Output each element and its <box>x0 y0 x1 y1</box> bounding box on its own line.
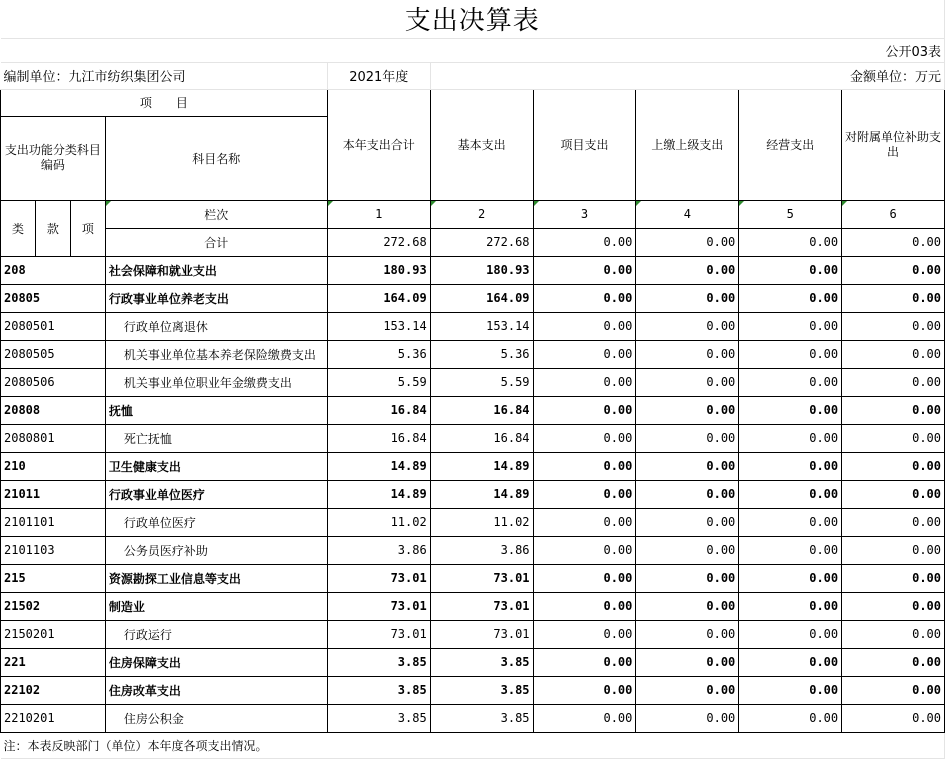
header-col-2: 基本支出 <box>430 89 533 200</box>
row-value: 0.00 <box>842 284 945 312</box>
row-value: 0.00 <box>842 648 945 676</box>
row-value: 0.00 <box>533 312 636 340</box>
row-value: 0.00 <box>636 648 739 676</box>
row-name: 机关事业单位基本养老保险缴费支出 <box>105 340 327 368</box>
row-value: 0.00 <box>739 704 842 732</box>
row-value: 164.09 <box>430 284 533 312</box>
row-value: 0.00 <box>739 480 842 508</box>
table-row <box>1 592 945 620</box>
col-number: 5 <box>739 200 842 228</box>
row-value: 16.84 <box>327 396 430 424</box>
row-value: 73.01 <box>430 620 533 648</box>
table-row <box>1 648 945 676</box>
col-number: 3 <box>533 200 636 228</box>
row-value: 0.00 <box>533 424 636 452</box>
total-value: 0.00 <box>636 228 739 256</box>
row-value: 0.00 <box>842 676 945 704</box>
total-value: 0.00 <box>533 228 636 256</box>
row-value: 0.00 <box>739 452 842 480</box>
row-value: 0.00 <box>533 592 636 620</box>
row-value: 0.00 <box>739 536 842 564</box>
row-name: 行政事业单位养老支出 <box>105 284 327 312</box>
row-code: 21502 <box>1 592 106 620</box>
table-row <box>1 340 945 368</box>
total-label: 合计 <box>105 228 327 256</box>
table-row <box>1 396 945 424</box>
row-value: 14.89 <box>327 480 430 508</box>
row-value: 0.00 <box>533 340 636 368</box>
row-value: 0.00 <box>636 536 739 564</box>
row-name: 住房公积金 <box>105 704 327 732</box>
row-value: 0.00 <box>533 536 636 564</box>
row-value: 5.36 <box>327 340 430 368</box>
table-row <box>1 536 945 564</box>
row-value: 16.84 <box>430 424 533 452</box>
row-value: 11.02 <box>430 508 533 536</box>
row-value: 0.00 <box>739 256 842 284</box>
row-value: 14.89 <box>327 452 430 480</box>
header-project: 项 目 <box>1 89 328 116</box>
row-code: 20805 <box>1 284 106 312</box>
row-value: 0.00 <box>636 620 739 648</box>
year-label: 2021年度 <box>327 62 430 89</box>
row-value: 153.14 <box>327 312 430 340</box>
header-col-6: 对附属单位补助支出 <box>842 89 945 200</box>
row-value: 0.00 <box>533 564 636 592</box>
row-value: 0.00 <box>636 284 739 312</box>
header-xiang: 项 <box>70 200 105 256</box>
row-value: 0.00 <box>739 312 842 340</box>
row-value: 73.01 <box>327 592 430 620</box>
row-code: 221 <box>1 648 106 676</box>
row-value: 73.01 <box>327 564 430 592</box>
row-value: 16.84 <box>430 396 533 424</box>
row-value: 0.00 <box>842 396 945 424</box>
row-value: 0.00 <box>842 620 945 648</box>
row-value: 0.00 <box>739 676 842 704</box>
row-value: 0.00 <box>533 704 636 732</box>
page-title: 支出决算表 <box>1 0 945 38</box>
row-value: 180.93 <box>430 256 533 284</box>
row-value: 0.00 <box>636 592 739 620</box>
row-code: 208 <box>1 256 106 284</box>
row-value: 14.89 <box>430 480 533 508</box>
unit-label: 编制单位：九江市纺织集团公司 <box>1 62 328 89</box>
row-name: 行政运行 <box>105 620 327 648</box>
row-value: 3.86 <box>430 536 533 564</box>
row-value: 3.86 <box>327 536 430 564</box>
row-value: 0.00 <box>533 284 636 312</box>
row-name: 社会保障和就业支出 <box>105 256 327 284</box>
row-value: 0.00 <box>842 424 945 452</box>
row-value: 73.01 <box>430 564 533 592</box>
row-value: 0.00 <box>842 368 945 396</box>
row-value: 0.00 <box>842 536 945 564</box>
form-number: 公开03表 <box>1 38 945 62</box>
header-kuan: 款 <box>35 200 70 256</box>
total-value: 0.00 <box>739 228 842 256</box>
row-value: 0.00 <box>636 424 739 452</box>
row-value: 0.00 <box>636 676 739 704</box>
header-subject-name: 科目名称 <box>105 116 327 200</box>
row-value: 0.00 <box>636 452 739 480</box>
row-name: 机关事业单位职业年金缴费支出 <box>105 368 327 396</box>
header-col-4: 上缴上级支出 <box>636 89 739 200</box>
row-code: 2101103 <box>1 536 106 564</box>
row-value: 5.36 <box>430 340 533 368</box>
table-row <box>1 424 945 452</box>
row-value: 0.00 <box>842 340 945 368</box>
row-value: 0.00 <box>842 312 945 340</box>
row-value: 0.00 <box>636 508 739 536</box>
row-code: 2080501 <box>1 312 106 340</box>
row-value: 0.00 <box>842 508 945 536</box>
row-value: 0.00 <box>533 480 636 508</box>
row-value: 0.00 <box>739 340 842 368</box>
row-value: 14.89 <box>430 452 533 480</box>
row-value: 0.00 <box>739 564 842 592</box>
row-value: 164.09 <box>327 284 430 312</box>
total-value: 272.68 <box>327 228 430 256</box>
row-value: 0.00 <box>739 620 842 648</box>
row-value: 3.85 <box>430 704 533 732</box>
row-name: 行政事业单位医疗 <box>105 480 327 508</box>
row-value: 0.00 <box>739 284 842 312</box>
table-row <box>1 480 945 508</box>
row-value: 5.59 <box>430 368 533 396</box>
table-row <box>1 256 945 284</box>
col-number: 1 <box>327 200 430 228</box>
row-value: 0.00 <box>533 396 636 424</box>
row-value: 0.00 <box>533 256 636 284</box>
row-value: 3.85 <box>430 648 533 676</box>
row-name: 住房保障支出 <box>105 648 327 676</box>
row-name: 行政单位医疗 <box>105 508 327 536</box>
row-value: 0.00 <box>842 592 945 620</box>
row-value: 0.00 <box>842 564 945 592</box>
row-value: 0.00 <box>533 508 636 536</box>
row-value: 0.00 <box>636 312 739 340</box>
row-value: 5.59 <box>327 368 430 396</box>
row-code: 2080505 <box>1 340 106 368</box>
header-lanci: 栏次 <box>105 200 327 228</box>
row-value: 0.00 <box>636 704 739 732</box>
row-value: 0.00 <box>739 648 842 676</box>
row-value: 73.01 <box>430 592 533 620</box>
row-value: 3.85 <box>327 648 430 676</box>
row-name: 死亡抚恤 <box>105 424 327 452</box>
header-col-1: 本年支出合计 <box>327 89 430 200</box>
row-code: 21011 <box>1 480 106 508</box>
row-value: 3.85 <box>327 704 430 732</box>
row-value: 0.00 <box>533 648 636 676</box>
footnote: 注：本表反映部门（单位）本年度各项支出情况。 <box>1 732 945 758</box>
row-value: 11.02 <box>327 508 430 536</box>
table-row <box>1 508 945 536</box>
amount-unit: 金额单位：万元 <box>430 62 944 89</box>
row-code: 2150201 <box>1 620 106 648</box>
table-row <box>1 620 945 648</box>
row-value: 0.00 <box>636 368 739 396</box>
row-value: 153.14 <box>430 312 533 340</box>
total-value: 0.00 <box>842 228 945 256</box>
row-value: 0.00 <box>739 592 842 620</box>
row-value: 0.00 <box>636 256 739 284</box>
row-value: 0.00 <box>739 368 842 396</box>
row-code: 2080801 <box>1 424 106 452</box>
col-number: 6 <box>842 200 945 228</box>
row-name: 行政单位离退休 <box>105 312 327 340</box>
table-row <box>1 676 945 704</box>
row-value: 0.00 <box>739 508 842 536</box>
header-col-5: 经营支出 <box>739 89 842 200</box>
total-value: 272.68 <box>430 228 533 256</box>
table-row <box>1 452 945 480</box>
row-code: 2210201 <box>1 704 106 732</box>
row-code: 2101101 <box>1 508 106 536</box>
table-row <box>1 704 945 732</box>
row-value: 0.00 <box>739 396 842 424</box>
header-lei: 类 <box>1 200 36 256</box>
row-code: 2080506 <box>1 368 106 396</box>
row-value: 0.00 <box>533 620 636 648</box>
row-code: 22102 <box>1 676 106 704</box>
row-code: 210 <box>1 452 106 480</box>
row-value: 0.00 <box>636 564 739 592</box>
row-value: 3.85 <box>430 676 533 704</box>
table-row <box>1 312 945 340</box>
table-row <box>1 368 945 396</box>
row-value: 73.01 <box>327 620 430 648</box>
header-col-3: 项目支出 <box>533 89 636 200</box>
row-value: 0.00 <box>842 256 945 284</box>
row-value: 0.00 <box>533 368 636 396</box>
table-row <box>1 564 945 592</box>
row-value: 3.85 <box>327 676 430 704</box>
row-value: 0.00 <box>636 340 739 368</box>
row-value: 0.00 <box>636 480 739 508</box>
row-name: 公务员医疗补助 <box>105 536 327 564</box>
col-number: 2 <box>430 200 533 228</box>
row-value: 0.00 <box>842 452 945 480</box>
row-value: 0.00 <box>842 480 945 508</box>
row-name: 住房改革支出 <box>105 676 327 704</box>
row-value: 16.84 <box>327 424 430 452</box>
row-name: 卫生健康支出 <box>105 452 327 480</box>
header-func-code: 支出功能分类科目编码 <box>1 116 106 200</box>
row-value: 0.00 <box>533 676 636 704</box>
row-value: 0.00 <box>533 452 636 480</box>
row-code: 20808 <box>1 396 106 424</box>
row-value: 0.00 <box>739 424 842 452</box>
row-code: 215 <box>1 564 106 592</box>
table-row <box>1 284 945 312</box>
row-value: 0.00 <box>636 396 739 424</box>
row-name: 抚恤 <box>105 396 327 424</box>
row-value: 0.00 <box>842 704 945 732</box>
row-value: 180.93 <box>327 256 430 284</box>
row-name: 资源勘探工业信息等支出 <box>105 564 327 592</box>
col-number: 4 <box>636 200 739 228</box>
row-name: 制造业 <box>105 592 327 620</box>
